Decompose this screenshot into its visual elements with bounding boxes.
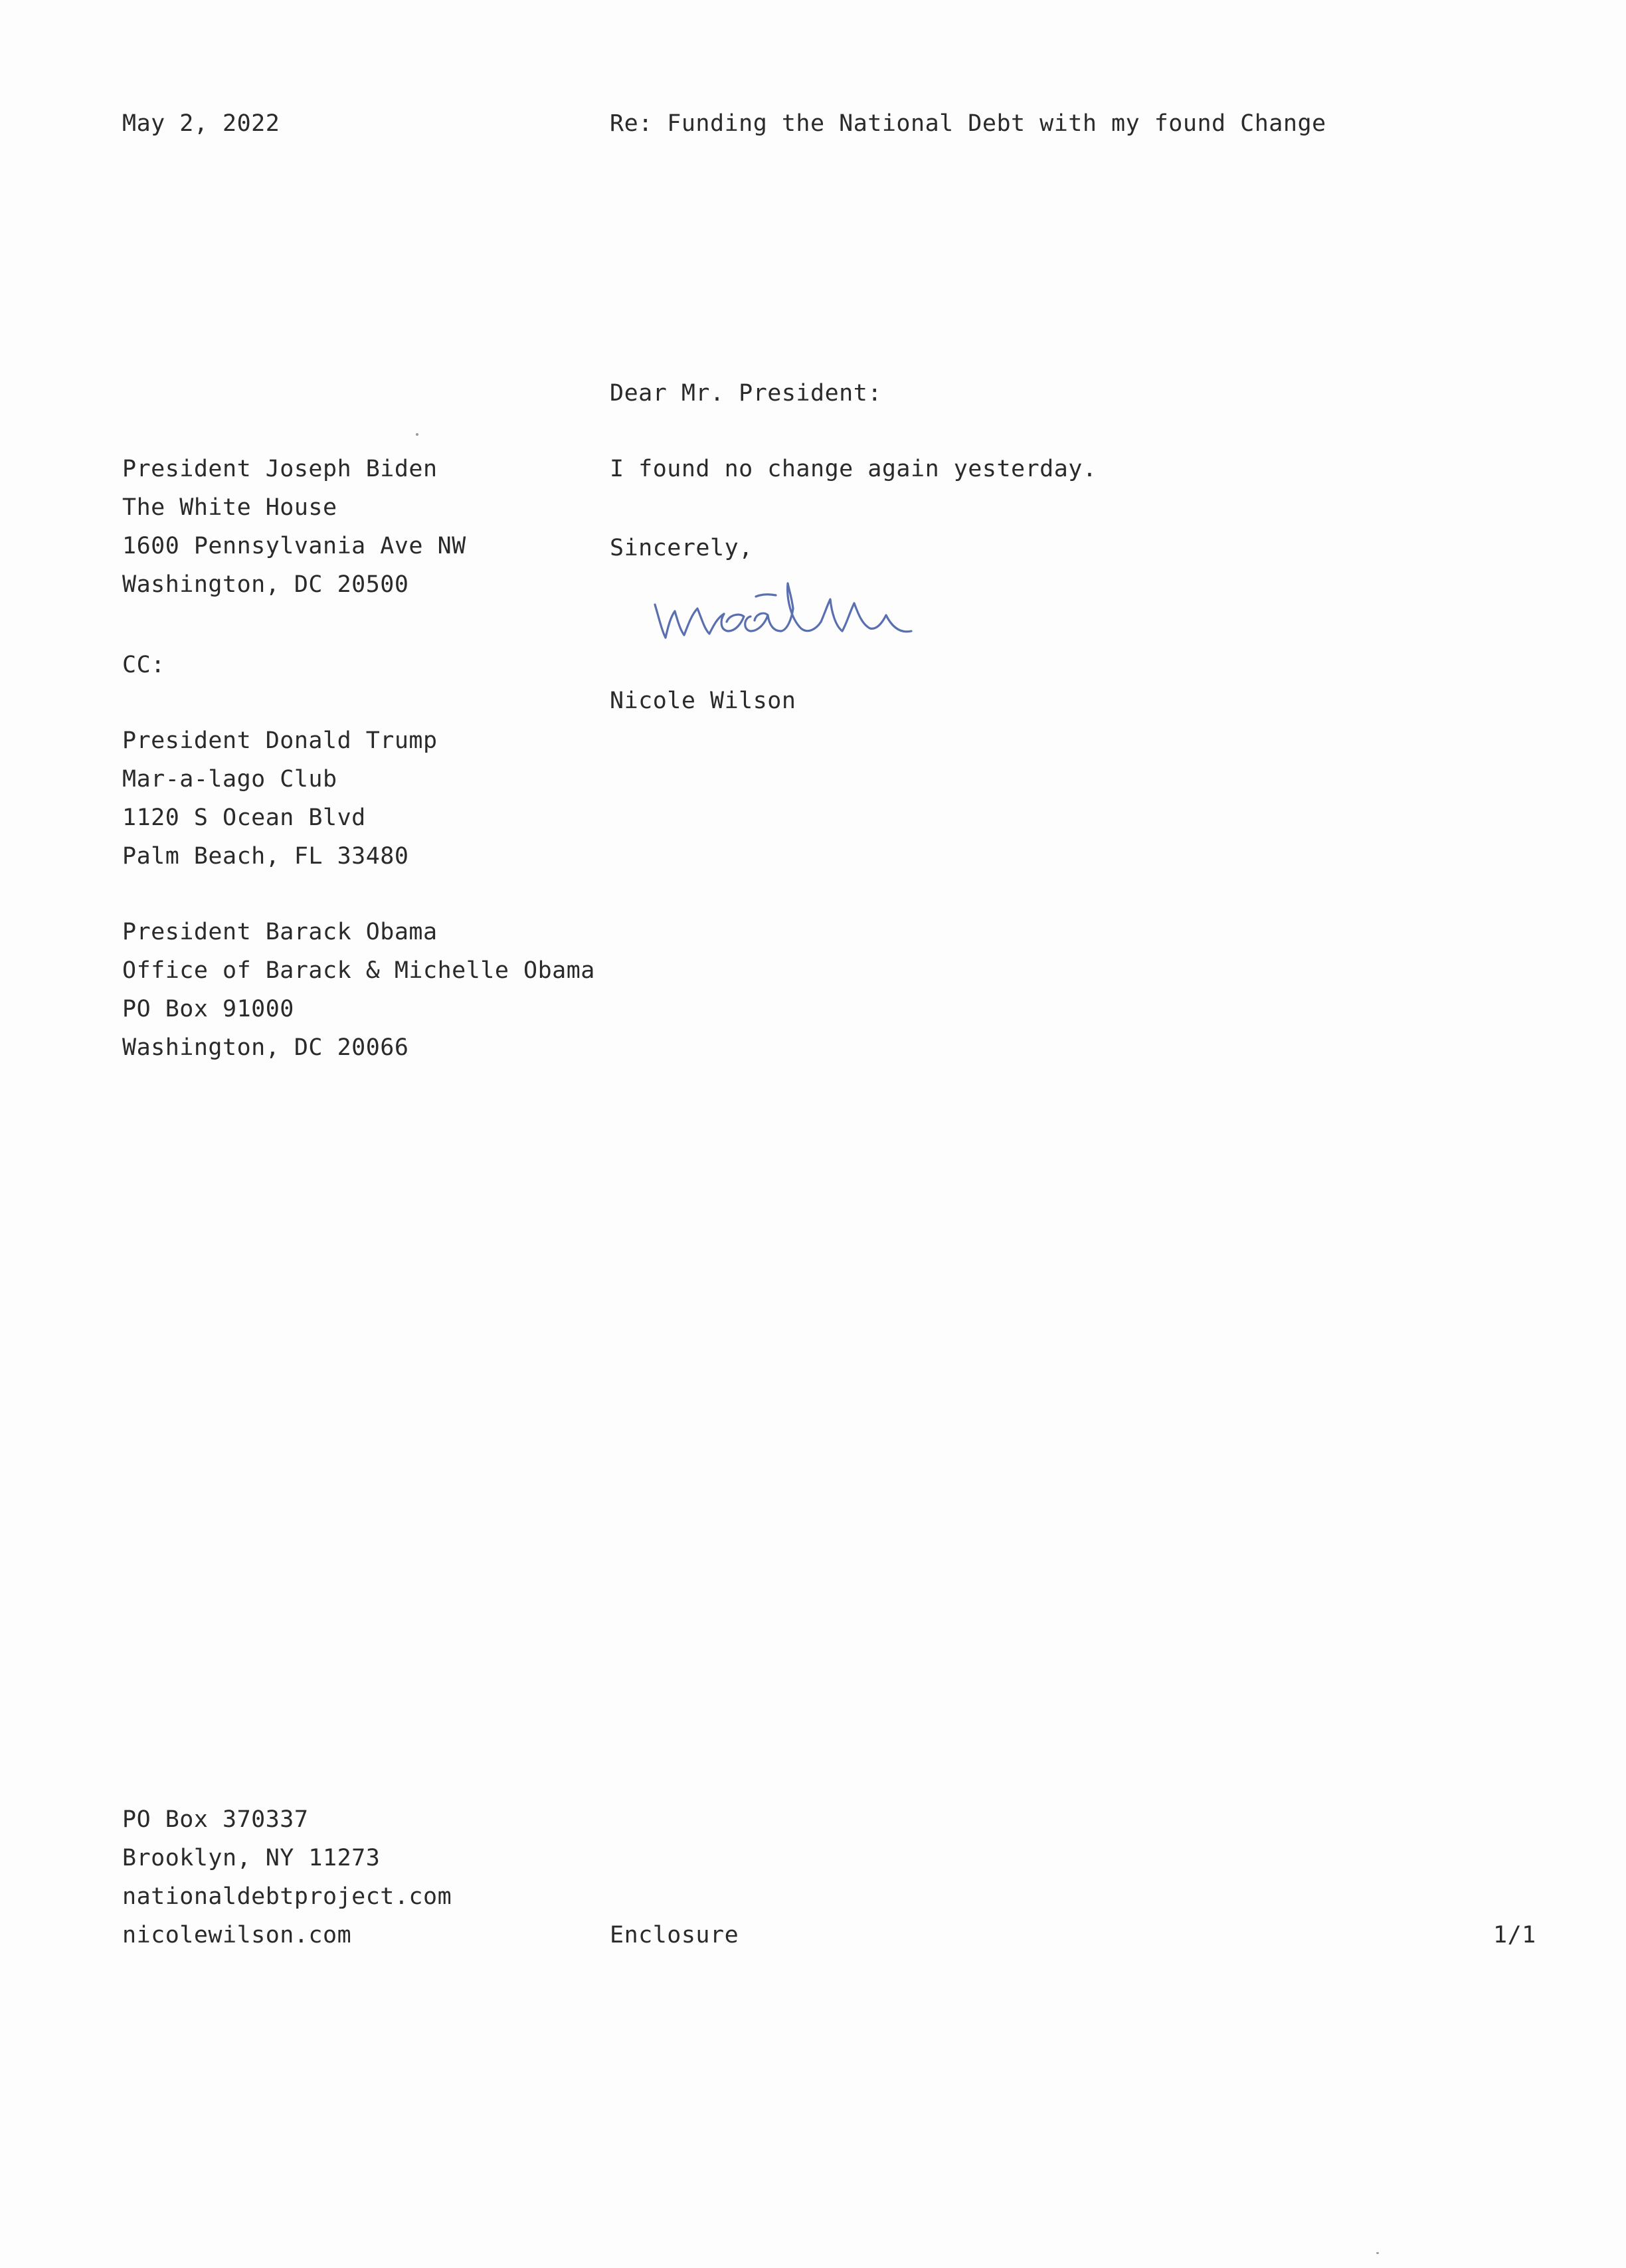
address-line: nationaldebtproject.com <box>122 1883 452 1910</box>
letter-date: May 2, 2022 <box>122 110 280 137</box>
scan-speck <box>1376 2252 1379 2254</box>
cc-address-trump <box>122 721 438 876</box>
page-number: 1/1 <box>1493 1922 1536 1948</box>
cc-label: CC: <box>122 652 165 678</box>
address-line: President Donald Trump <box>122 727 438 754</box>
address-line: PO Box 370337 <box>122 1806 309 1833</box>
recipient-address <box>122 450 466 604</box>
address-line: Office of Barack & Michelle Obama <box>122 957 595 984</box>
address-line: President Barack Obama <box>122 919 438 945</box>
letter-body: I found no change again yesterday. <box>610 456 1097 482</box>
address-line: PO Box 91000 <box>122 996 294 1022</box>
address-line: Mar-a-lago Club <box>122 766 337 793</box>
salutation: Dear Mr. President: <box>610 380 882 407</box>
address-line: Washington, DC 20500 <box>122 571 409 598</box>
address-line: President Joseph Biden <box>122 456 438 482</box>
address-line: Brooklyn, NY 11273 <box>122 1845 381 1871</box>
enclosure-note: Enclosure <box>610 1922 739 1948</box>
address-line: Palm Beach, FL 33480 <box>122 843 409 870</box>
handwritten-signature <box>651 565 996 658</box>
address-line: Washington, DC 20066 <box>122 1034 409 1061</box>
address-line: 1600 Pennsylvania Ave NW <box>122 533 466 559</box>
cc-address-obama <box>122 913 595 1067</box>
address-line: The White House <box>122 494 337 521</box>
letter-closing: Sincerely, <box>610 535 753 561</box>
address-line: nicolewilson.com <box>122 1922 352 1948</box>
address-line: 1120 S Ocean Blvd <box>122 804 366 831</box>
scan-speck <box>416 433 418 436</box>
sender-address <box>122 1800 452 1954</box>
letter-subject: Re: Funding the National Debt with my found Change <box>610 110 1326 137</box>
signer-name: Nicole Wilson <box>610 688 796 714</box>
